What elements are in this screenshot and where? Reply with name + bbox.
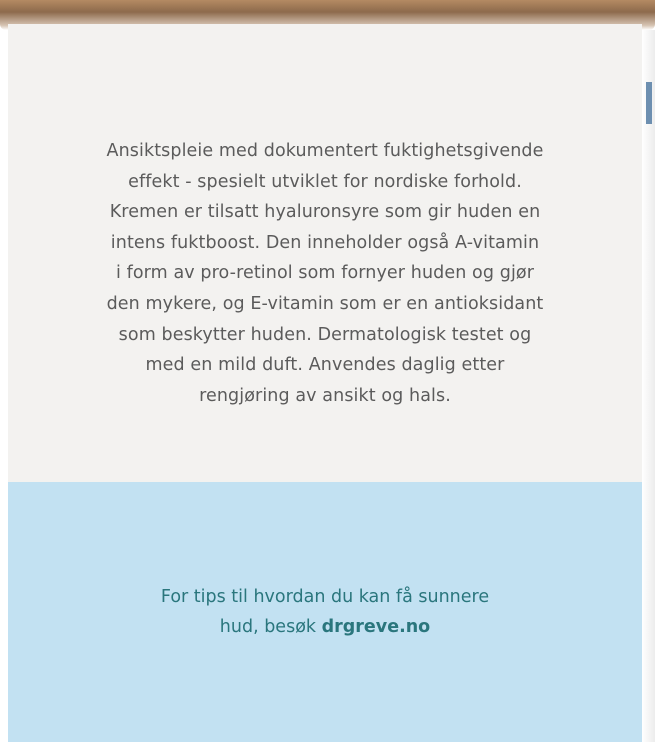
description-line: med en mild duft. Anvendes daglig etter — [145, 355, 505, 376]
description-line: rengjøring av ansikt og hals. — [199, 385, 451, 406]
tips-line-1: For tips til hvordan du kan få sunnere — [160, 587, 490, 607]
description-line: intens fuktboost. Den inneholder også A-vitamin — [110, 232, 540, 253]
skin-tips-text — [68, 582, 582, 642]
description-line: Ansiktspleie med dokumentert fuktighetsgivende — [106, 141, 544, 161]
product-box-side — [8, 24, 642, 742]
description-line: effekt - spesielt utviklet for nordiske forhold. — [128, 171, 522, 192]
tips-line-2-prefix: hud, besøk — [219, 617, 322, 637]
description-line: som beskytter huden. Dermatologisk testet og — [118, 324, 532, 345]
description-line: Kremen er tilsatt hyaluronsyre som gir huden en — [109, 202, 541, 223]
box-right-edge — [642, 30, 655, 742]
website-link: drgreve.no — [321, 617, 431, 637]
product-description — [48, 136, 602, 411]
description-line: den mykere, og E-vitamin som er en antioksidant — [106, 293, 544, 314]
tips-line-2 — [68, 612, 582, 642]
description-line: i form av pro-retinol som fornyer huden og gjør — [115, 263, 535, 284]
box-edge-blue-mark — [646, 82, 652, 124]
